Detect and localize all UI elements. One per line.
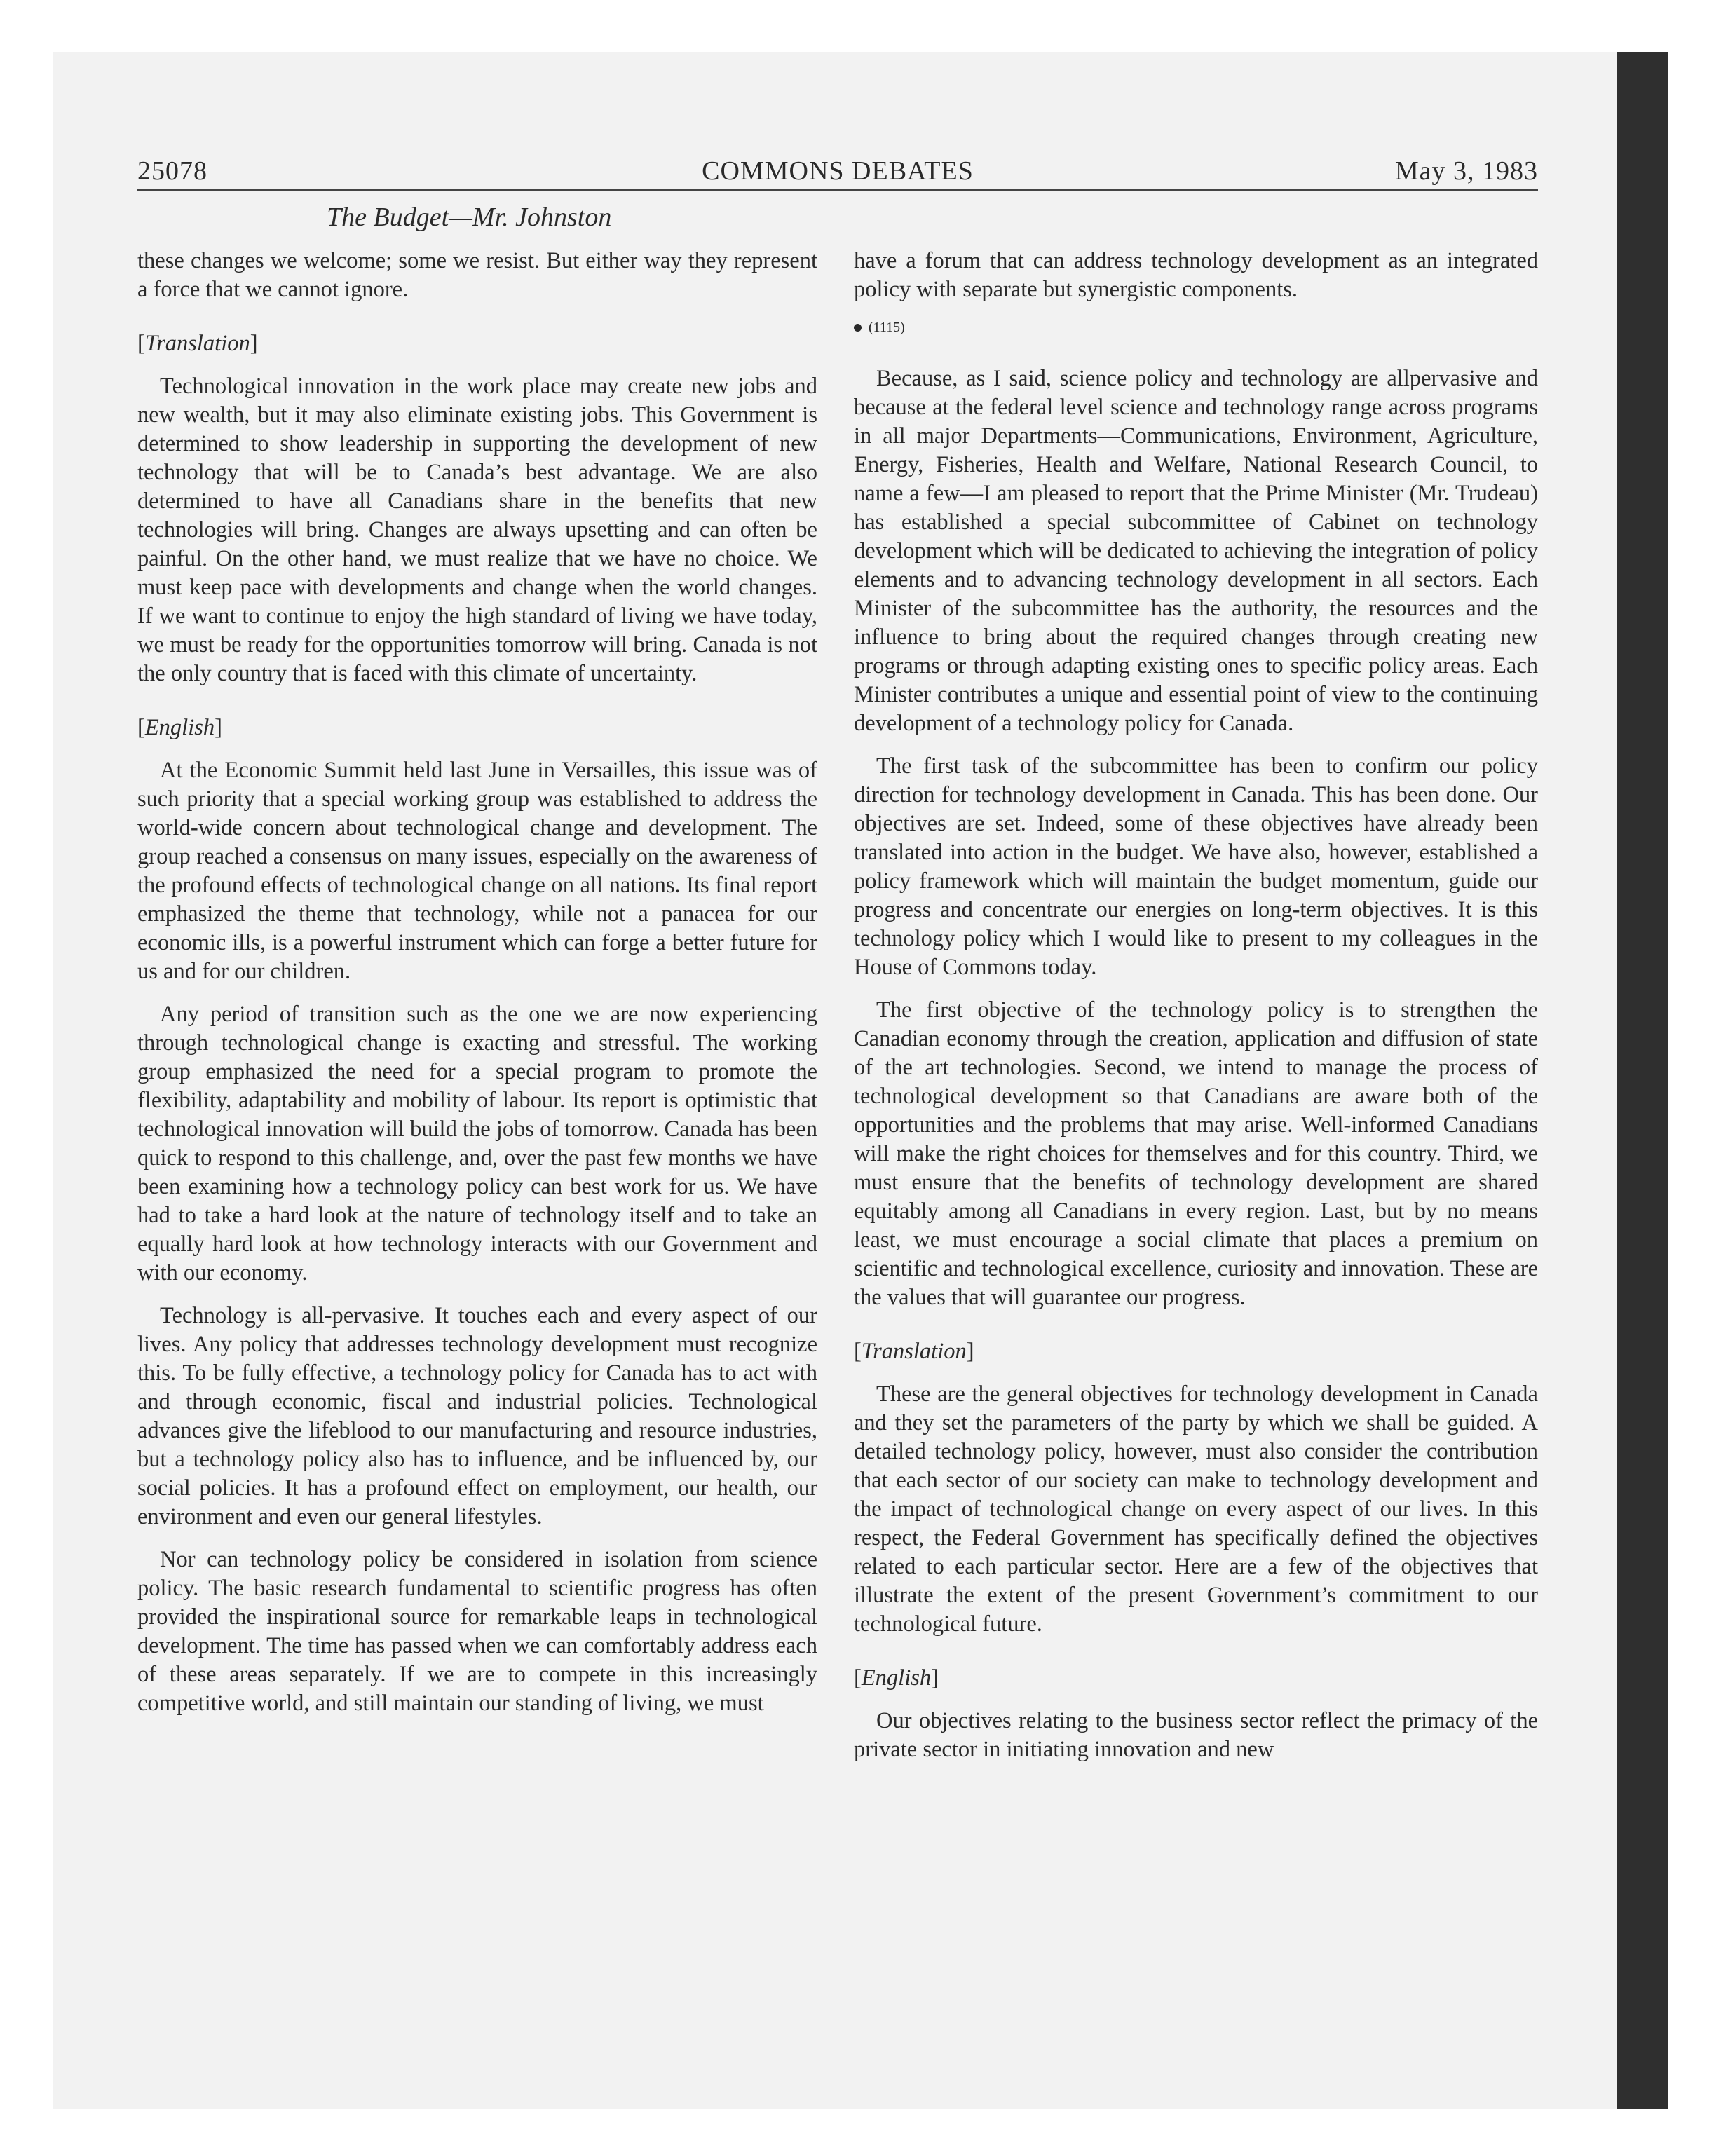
paragraph: At the Economic Summit held last June in Versailles, this issue was of such priority that a special working group was established to address the world-wide concern about technological change and development. The group reached a consensus on many issues, especially on the awareness of the profound effects of technological change on all nations. Its final report emphasized the theme that technology, while not a panacea for our economic ills, is a powerful instrument which can forge a better future for us and for our children. [137,758,817,984]
publication-title: COMMONS DEBATES [702,156,974,186]
paragraph: these changes we welcome; some we resist. But either way they represent a force that we cannot ignore. [137,248,817,302]
paragraph: have a forum that can address technology development as an integrated policy with separate but synergistic components. [854,248,1538,302]
paragraph: Our objectives relating to the business sector reflect the primacy of the private sector in initiating innovation and new [854,1708,1538,1762]
language-label: English [144,715,215,740]
page-header [137,154,1538,191]
language-label: Translation [144,331,250,356]
paragraph: Technology is all-pervasive. It touches each and every aspect of our lives. Any policy that addresses technology development must recognize this. To be fully effective, a technology policy for Canada has to act with and through economic, fiscal and industrial policies. Technological advances give the lifeblood to our manufacturing and resource industries, but a technology policy also has to influence, and be influenced by, our social policies. It has a profound effect on employment, our health, our environment and even our general lifestyles. [137,1303,817,1529]
paragraph: Nor can technology policy be considered in isolation from science policy. The basic research fundamental to scientific progress has often provided the inspirational source for remarkable leaps in technological development. The time has passed when we can comfortably address each of these areas separately. If we are to compete in this increasingly competitive world, and still maintain our standing of living, we must [137,1547,817,1716]
left-column [137,247,817,1732]
publication-date: May 3, 1983 [1394,156,1538,186]
language-marker: [Translation] [137,331,258,356]
page-number: 25078 [137,156,207,186]
paragraph: These are the general objectives for technology development in Canada and they set the parameters of the party by which we shall be guided. A detailed technology policy, however, must also consider the contribution that each sector of our society can make to technology development and the impact of technological change on every aspect of our lives. In this respect, the Federal Government has specifically defined the objectives related to each particular sector. Here are a few of the objectives that illustrate the extent of the present Government’s commitment to our technological future. [854,1381,1538,1637]
running-head: The Budget—Mr. Johnston [327,203,612,232]
bullet-dot-icon [854,324,862,332]
scan-binding-edge [1617,52,1668,2109]
paragraph: The first objective of the technology policy is to strengthen the Canadian economy through the creation, application and diffusion of state of the art technologies. Second, we intend to manage the process of technological development so that Canadians are aware both of the opportunities and the problems that may arise. Well-informed Canadians will make the right choices for themselves and for this country. Third, we must ensure that the benefits of technology development are shared equitably among all Canadians in every region. Last, but by no means least, we must encourage a social climate that places a premium on scientific and technological excellence, curiosity and innovation. These are the values that will guarantee our progress. [854,997,1538,1310]
language-marker: [Translation] [854,1339,974,1364]
paragraph: The first task of the subcommittee has been to confirm our policy direction for technology development in Canada. This has been done. Our objectives are set. Indeed, some of these objectives have already been translated into action in the budget. We have also, however, established a policy framework which will maintain the budget momentum, guide our progress and concentrate our energies on long-term objectives. It is this technology policy which I would like to present to my colleagues in the House of Commons today. [854,753,1538,980]
language-label: English [861,1665,932,1691]
paragraph: Technological innovation in the work place may create new jobs and new wealth, but it may also eliminate existing jobs. This Government is determined to show leadership in supporting the development of new technology that will be to Canada’s best advantage. We are also determined to have all Canadians share in the benefits that new technologies will bring. Changes are always upsetting and can often be painful. On the other hand, we must realize that we have no choice. We must keep pace with developments and change when the world changes. If we want to continue to enjoy the high standard of living we have today, we must be ready for the opportunities tomorrow will bring. Canada is not the only country that is faced with this climate of uncertainty. [137,374,817,686]
language-label: Translation [861,1339,967,1364]
paragraph: Any period of transition such as the one we are now experiencing through technological change is exacting and stressful. The working group emphasized the need for a special program to promote the flexibility, adaptability and mobility of labour. Its report is optimistic that technological innovation will build the jobs of tomorrow. Canada has been quick to respond to this challenge, and, over the past few months we have been examining how a technology policy can best work for us. We have had to take a hard look at the nature of technology itself and to take an equally hard look at how technology interacts with our Government and with our economy. [137,1002,817,1285]
time-stamp: (1115) [869,320,905,335]
right-column [854,247,1538,1778]
paragraph: Because, as I said, science policy and technology are allpervasive and because at the federal level science and technology range across programs in all major Departments—Communications, Environment, Agriculture, Energy, Fisheries, Health and Welfare, National Research Council, to name a few—I am pleased to report that the Prime Minister (Mr. Trudeau) has established a special subcommittee of Cabinet on technology development which will be dedicated to achieving the integration of policy elements and to advancing technology development in all sectors. Each Minister of the subcommittee has the authority, the resources and the influence to bring about the required changes through creating new programs or through adapting existing ones to specific policy areas. Each Minister contributes a unique and essential point of view to the continuing development of a technology policy for Canada. [854,366,1538,736]
language-marker: [English] [854,1665,939,1691]
time-marker [854,318,1538,336]
language-marker: [English] [137,715,222,740]
